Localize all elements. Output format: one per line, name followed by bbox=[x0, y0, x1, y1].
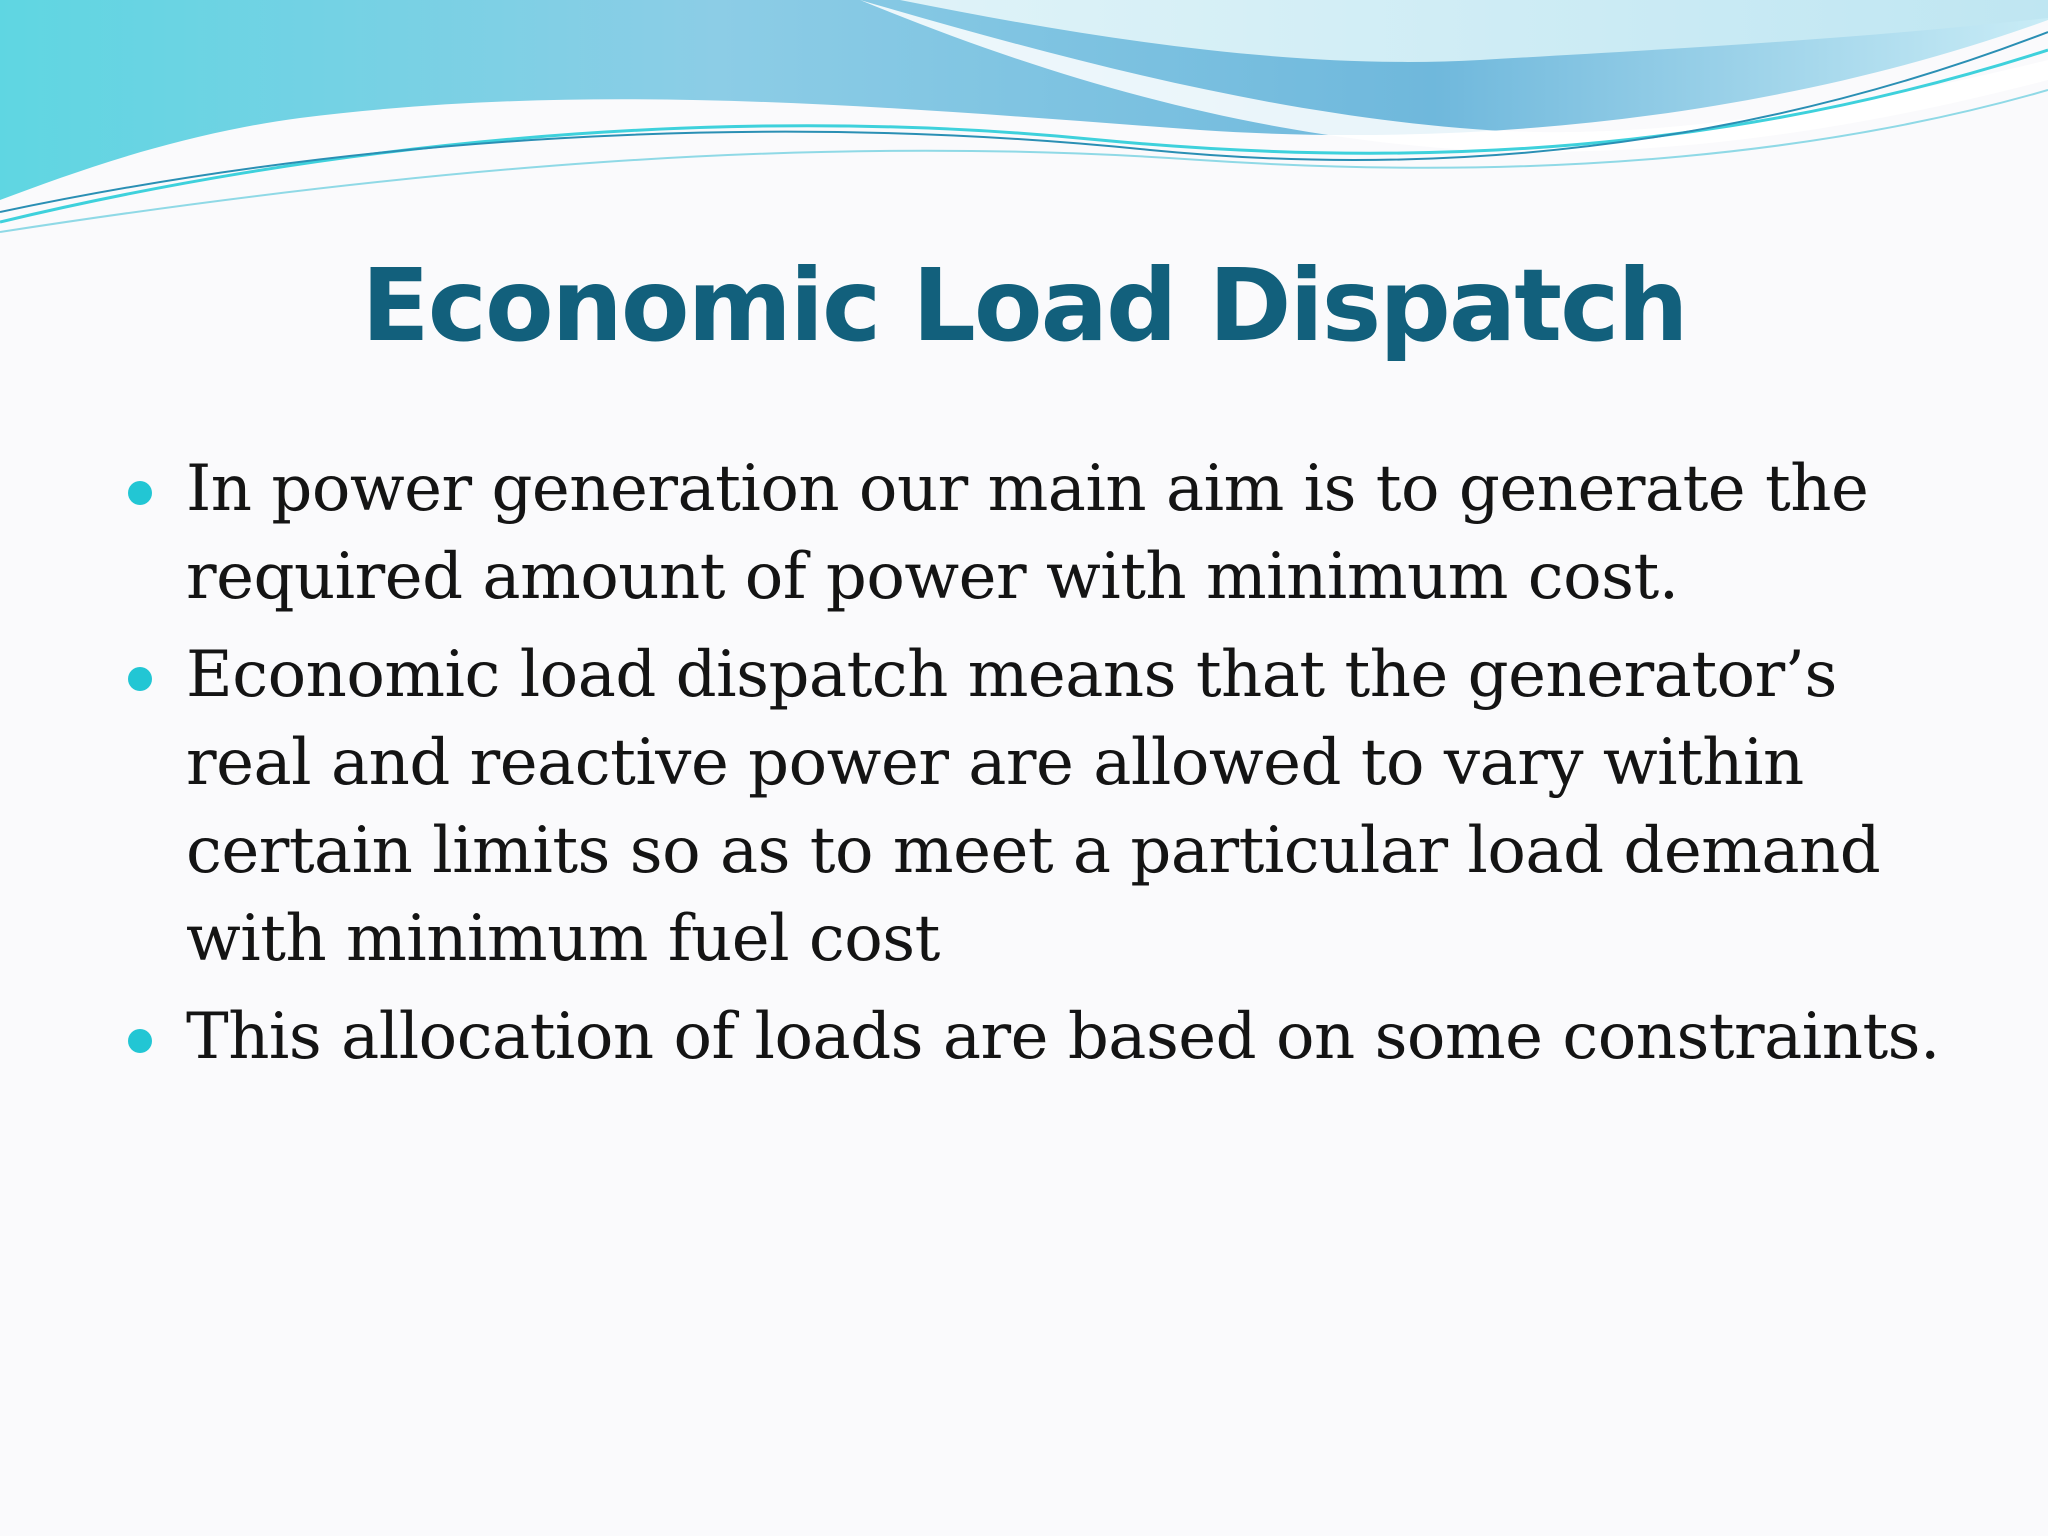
bullet-item bbox=[124, 993, 1944, 1081]
bullet-text: Economic load dispatch means that the generator’s real and reactive power are allowed to vary within certain limits so as to meet a particular load demand with minimum fuel cost bbox=[186, 638, 1881, 976]
bullet-text: In power generation our main aim is to generate the required amount of power with minimum cost. bbox=[186, 452, 1869, 614]
bullet-list bbox=[124, 445, 1944, 1091]
bullet-item bbox=[124, 445, 1944, 621]
bullet-text: This allocation of loads are based on some constraints. bbox=[186, 1000, 1940, 1074]
bullet-dot-icon bbox=[128, 1029, 152, 1053]
bullet-dot-icon bbox=[128, 667, 152, 691]
decorative-wave-header bbox=[0, 0, 2048, 240]
bullet-item bbox=[124, 631, 1944, 983]
bullet-dot-icon bbox=[128, 481, 152, 505]
slide-title: Economic Load Dispatch bbox=[361, 247, 1687, 364]
